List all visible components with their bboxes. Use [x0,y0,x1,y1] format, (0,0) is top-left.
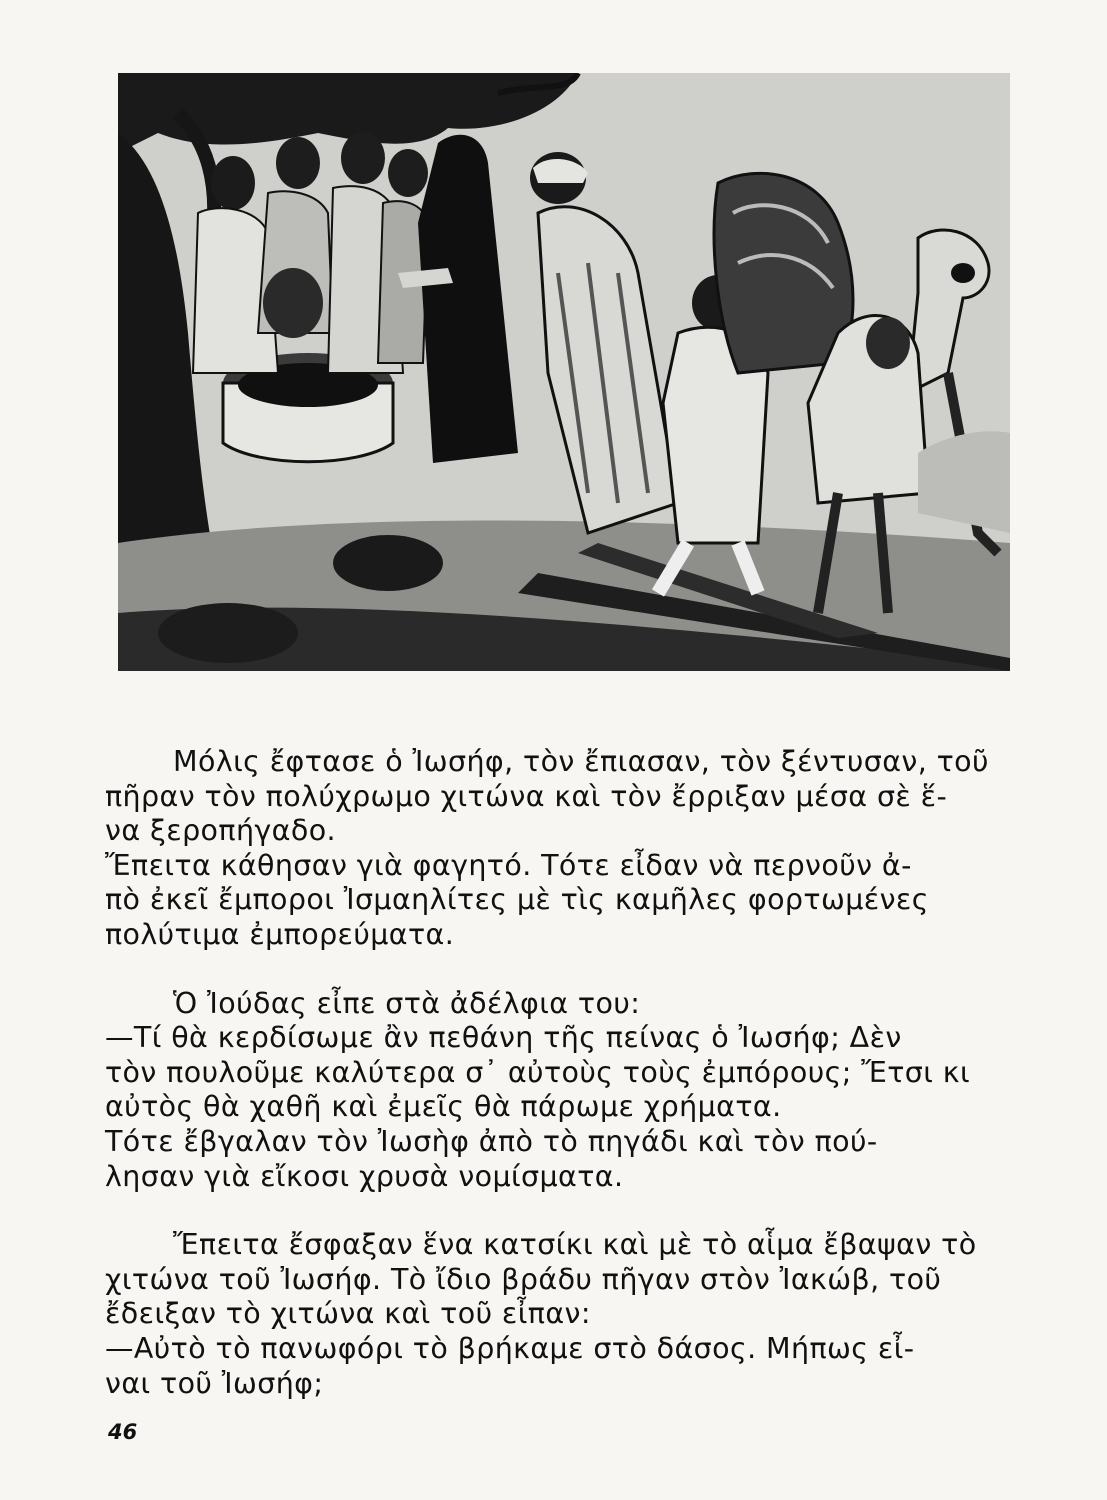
text-body [105,745,1045,1401]
illustration [118,73,1010,671]
paragraph-3: Ἔπειτα ἔσφαξαν ἕνα κατσίκι καὶ μὲ τὸ αἷμα ἔβαψαν τὸ χιτώνα τοῦ Ἰωσήφ. Τὸ ἴδιο βράδυ πῆγαν στὸν Ἰακώβ, τοῦ ἔδειξαν τὸ χιτώνα καὶ τοῦ εἶπαν: —Αὐτὸ τὸ πανωφόρι τὸ βρήκαμε στὸ δάσος. Μήπως εἶ- ναι τοῦ Ἰωσήφ; [105,1228,977,1400]
paragraph-1: Μόλις ἔφτασε ὁ Ἰωσήφ, τὸν ἔπιασαν, τὸν ξέντυσαν, τοῦ πῆραν τὸν πολύχρωμο χιτώνα καὶ τὸν ἔρριξαν μέσα σὲ ἕ- να ξεροπήγαδο. Ἔπειτα κάθησαν γιὰ φαγητό. Τότε εἶδαν νὰ περνοῦν ἀ- πὸ ἐκεῖ ἔμποροι Ἰσμαηλίτες μὲ τὶς καμῆλες φορτωμένες πολύτιμα ἐμπορεύματα. [105,745,989,951]
paragraph-2: Ὁ Ἰούδας εἶπε στὰ ἀδέλφια του: —Τί θὰ κερδίσωμε ἂν πεθάνη τῆς πείνας ὁ Ἰωσήφ; Δὲν τὸν πουλοῦμε καλύτερα σ᾽ αὐτοὺς τοὺς ἐμπόρους; Ἔτσι κι αὐτὸς θὰ χαθῆ καὶ ἐμεῖς θὰ πάρωμε χρήματα. Τότε ἔβγαλαν τὸν Ἰωσὴφ ἀπὸ τὸ πηγάδι καὶ τὸν πού- λησαν γιὰ εἴκοσι χρυσὰ νομίσματα. [105,986,970,1193]
page-number: 46 [108,1420,138,1444]
illustration-drawing [118,73,1010,671]
